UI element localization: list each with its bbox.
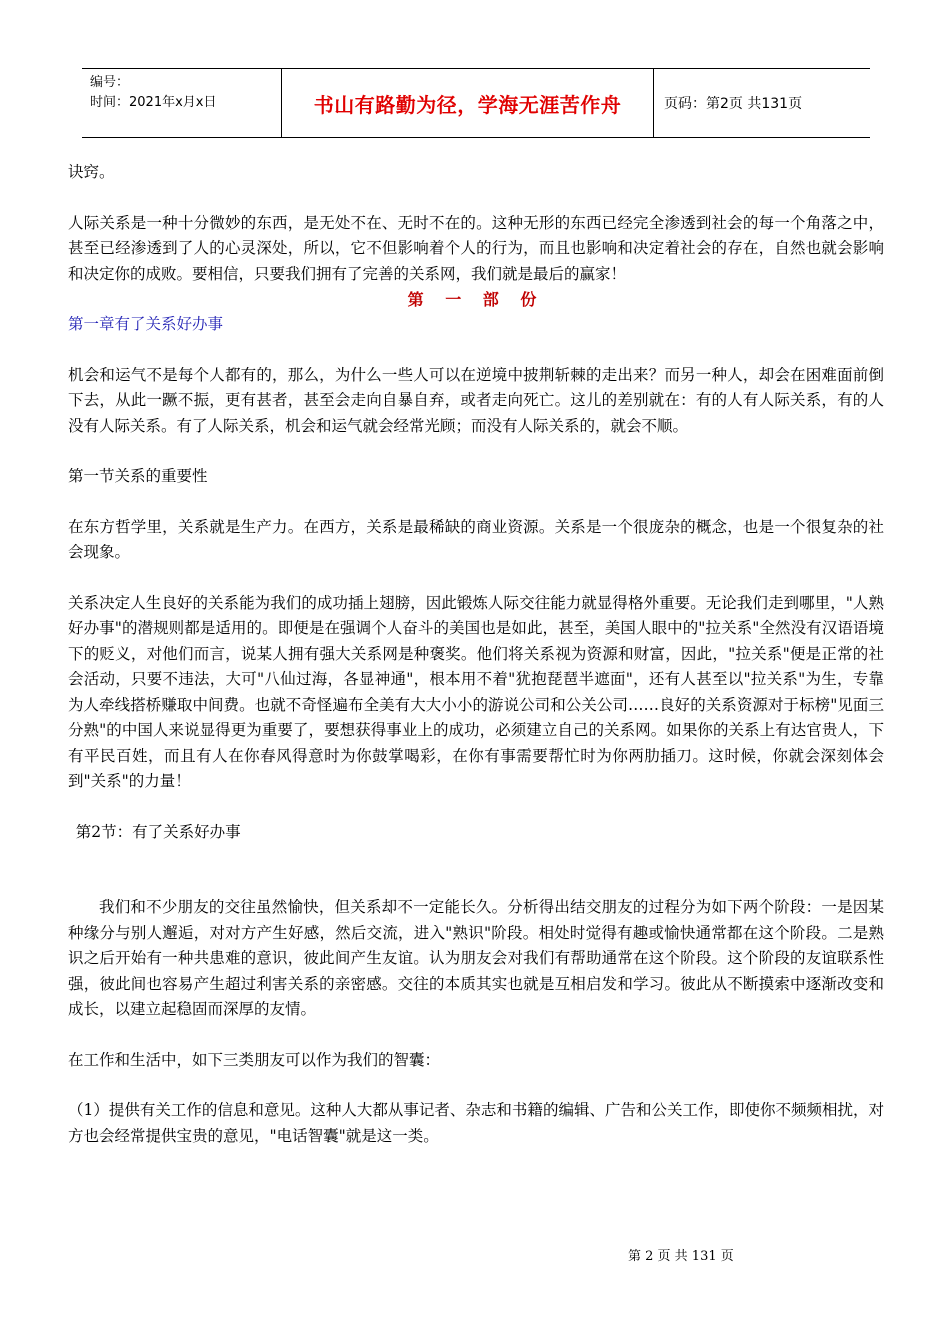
- paragraph: 机会和运气不是每个人都有的，那么，为什么一些人可以在逆境中披荆斩棘的走出来？而另一种人，却会在困难面前倒下去，从此一蹶不振，更有甚者，甚至会走向自暴自弃，或者走向死亡。这儿的差别就在：有的人有人际关系，有的人没有人际关系。有了人际关系，机会和运气就会经常光顾；而没有人际关系的，就会不顺。: [68, 365, 884, 435]
- paragraph: 关系决定人生良好的关系能为我们的成功插上翅膀，因此锻炼人际交往能力就显得格外重要。无论我们走到哪里，"人熟好办事"的潜规则都是适用的。即便是在强调个人奋斗的美国也是如此，甚至，美国人眼中的"拉关系"全然没有汉语语境下的贬义，对他们而言，说某人拥有强大关系网是种褒奖。他们将关系视为资源和财富，因此，"拉关系"便是正常的社会活动，只要不违法，大可"八仙过海，各显神通"，根本用不着"犹抱琵琶半遮面"，还有人甚至以"拉关系"为生，专靠为人牵线搭桥赚取中间费。也就不奇怪遍布全美有大大小小的游说公司和公关公司……良好的关系资源对于标榜"见面三分熟"的中国人来说显得更为重要了，要想获得事业上的成功，必须建立自己的关系网。如果你的关系上有达官贵人，下有平民百姓，而且有人在你春风得意时为你鼓掌喝彩，在你有事需要帮忙时为你两肋插刀。这时候，你就会深刻体会到"关系"的力量！: [68, 593, 884, 790]
- page-header: [82, 68, 870, 138]
- chapter-title: 第一章有了关系好办事: [68, 315, 224, 333]
- document-number-label: 编号：: [90, 75, 130, 90]
- paragraph: 人际关系是一种十分微妙的东西，是无处不在、无时不在的。这种无形的东西已经完全渗透到社会的每一个角落之中，甚至已经渗透到了人的心灵深处，所以，它不但影响着个人的行为，而且也影响和决定着社会的存在，自然也就会影响和决定你的成败。要相信，只要我们拥有了完善的关系网，我们就是最后的赢家！: [68, 213, 884, 283]
- header-page-code: 页码：第2页 共131页: [664, 96, 803, 112]
- paragraph: 诀窍。: [68, 163, 115, 181]
- document-time-label: 时间：2021年x月x日: [90, 95, 217, 110]
- section-title: 第一节关系的重要性: [68, 467, 208, 485]
- paragraph: 在东方哲学里，关系就是生产力。在西方，关系是最稀缺的商业资源。关系是一个很庞杂的概念，也是一个很复杂的社会现象。: [68, 517, 884, 561]
- part-title: 第 一 部 份: [407, 290, 545, 309]
- paragraph: （1）提供有关工作的信息和意见。这种人大都从事记者、杂志和书籍的编辑、广告和公关工作，即使你不频频相扰，对方也会经常提供宝贵的意见，"电话智囊"就是这一类。: [68, 1101, 884, 1145]
- paragraph: 在工作和生活中，如下三类朋友可以作为我们的智囊：: [68, 1050, 441, 1069]
- header-meta: [82, 69, 282, 137]
- header-slogan: 书山有路勤为径，学海无涯苦作舟: [282, 69, 654, 137]
- paragraph: 我们和不少朋友的交往虽然愉快，但关系却不一定能长久。分析得出结交朋友的过程分为如下两个阶段：一是因某种缘分与别人邂逅，对对方产生好感，然后交流，进入"熟识"阶段。相处时觉得有趣或愉快通常都在这个阶段。二是熟识之后开始有一种共患难的意识，彼此间产生友谊。认为朋友会对我们有帮助通常在这个阶段。这个阶段的友谊联系性强，彼此间也容易产生超过利害关系的亲密感。交往的本质其实也就是互相启发和学习。彼此从不断摸索中逐渐改变和成长，以建立起稳固而深厚的友情。: [68, 898, 884, 1018]
- section-title: 第2节：有了关系好办事: [75, 822, 241, 841]
- document-body: [68, 160, 884, 1149]
- page-footer: 第 2 页 共 131 页: [628, 1249, 734, 1264]
